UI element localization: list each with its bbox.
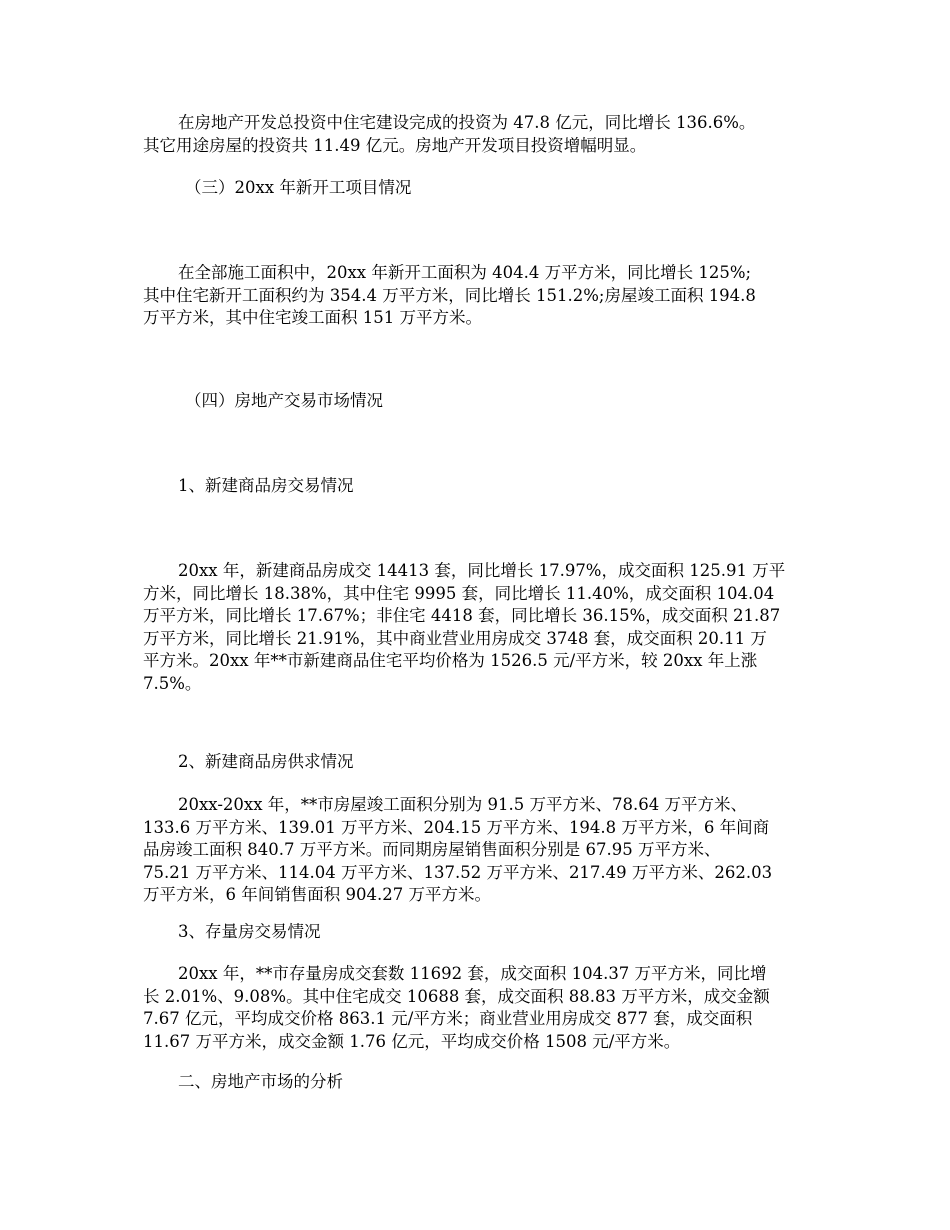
text-line: 75.21 万平方米、114.04 万平方米、137.52 万平方米、217.49 万平方米、262.03	[143, 862, 773, 882]
paragraph-supply-demand	[143, 794, 811, 907]
text-line: 其中住宅新开工面积约为 354.4 万平方米，同比增长 151.2%;房屋竣工面积 194.8	[143, 285, 756, 305]
text-line: 平方米。20xx 年**市新建商品住宅平均价格为 1526.5 元/平方米，较 20xx 年上涨	[143, 651, 758, 670]
text-line: 长 2.01%、9.08%。其中住宅成交 10688 套，成交面积 88.83 万平方米，成交金额	[143, 986, 770, 1006]
heading-market-analysis	[143, 1071, 811, 1094]
text-line: 万平方米，同比增长 21.91%，其中商业营业用房成交 3748 套，成交面积 20.11 万	[143, 628, 767, 648]
text-line: 在全部施工面积中，20xx 年新开工面积为 404.4 万平方米，同比增长 125%;	[178, 263, 752, 282]
heading-stock-housing	[143, 921, 811, 944]
heading-text: 1、新建商品房交易情况	[178, 476, 354, 495]
heading-text: 3、存量房交易情况	[178, 922, 321, 941]
text-line: 7.67 亿元，平均成交价格 863.1 元/平方米；商业营业用房成交 877 套，成交面积	[143, 1009, 753, 1028]
paragraph-residential-investment	[143, 112, 811, 157]
heading-new-projects	[143, 177, 811, 200]
text-line: 品房竣工面积 840.7 万平方米。而同期房屋销售面积分别是 67.95 万平方米、	[143, 840, 721, 859]
text-line: 11.67 万平方米，成交金额 1.76 亿元，平均成交价格 1508 元/平方米。	[143, 1031, 681, 1051]
text-line: 万平方米，其中住宅竣工面积 151 万平方米。	[143, 308, 482, 327]
text-line: 133.6 万平方米、139.01 万平方米、204.15 万平方米、194.8 万平方米，6 年间商	[143, 817, 770, 837]
text-line: 在房地产开发总投资中住宅建设完成的投资为 47.8 亿元，同比增长 136.6%。	[178, 113, 756, 132]
text-line: 方米，同比增长 18.38%，其中住宅 9995 套，同比增长 11.40%，成交面积 104.04	[143, 583, 775, 603]
text-line: 其它用途房屋的投资共 11.49 亿元。房地产开发项目投资增幅明显。	[143, 135, 647, 155]
text-line: 万平方米，同比增长 17.67%；非住宅 4418 套，同比增长 36.15%，成交面积 21.87	[143, 606, 781, 625]
heading-text: （三）20xx 年新开工项目情况	[185, 178, 412, 197]
heading-market	[143, 390, 811, 413]
text-line: 20xx 年，新建商品房成交 14413 套，同比增长 17.97%，成交面积 125.91 万平	[178, 561, 786, 580]
heading-text: 2、新建商品房供求情况	[178, 752, 354, 771]
heading-text: 二、房地产市场的分析	[178, 1072, 343, 1091]
paragraph-new-construction-area	[143, 262, 811, 330]
heading-supply-demand	[143, 751, 811, 774]
paragraph-new-housing-trade	[143, 560, 811, 695]
heading-text: （四）房地产交易市场情况	[185, 391, 383, 410]
text-line: 20xx-20xx 年，**市房屋竣工面积分别为 91.5 万平方米、78.64 万平方米、	[178, 795, 747, 814]
text-line: 7.5%。	[143, 673, 202, 693]
text-line: 万平方米，6 年间销售面积 904.27 万平方米。	[143, 885, 491, 904]
paragraph-stock-housing	[143, 963, 811, 1053]
text-line: 20xx 年，**市存量房成交套数 11692 套，成交面积 104.37 万平方米，同比增	[178, 964, 767, 983]
heading-new-housing-trade	[143, 475, 811, 498]
